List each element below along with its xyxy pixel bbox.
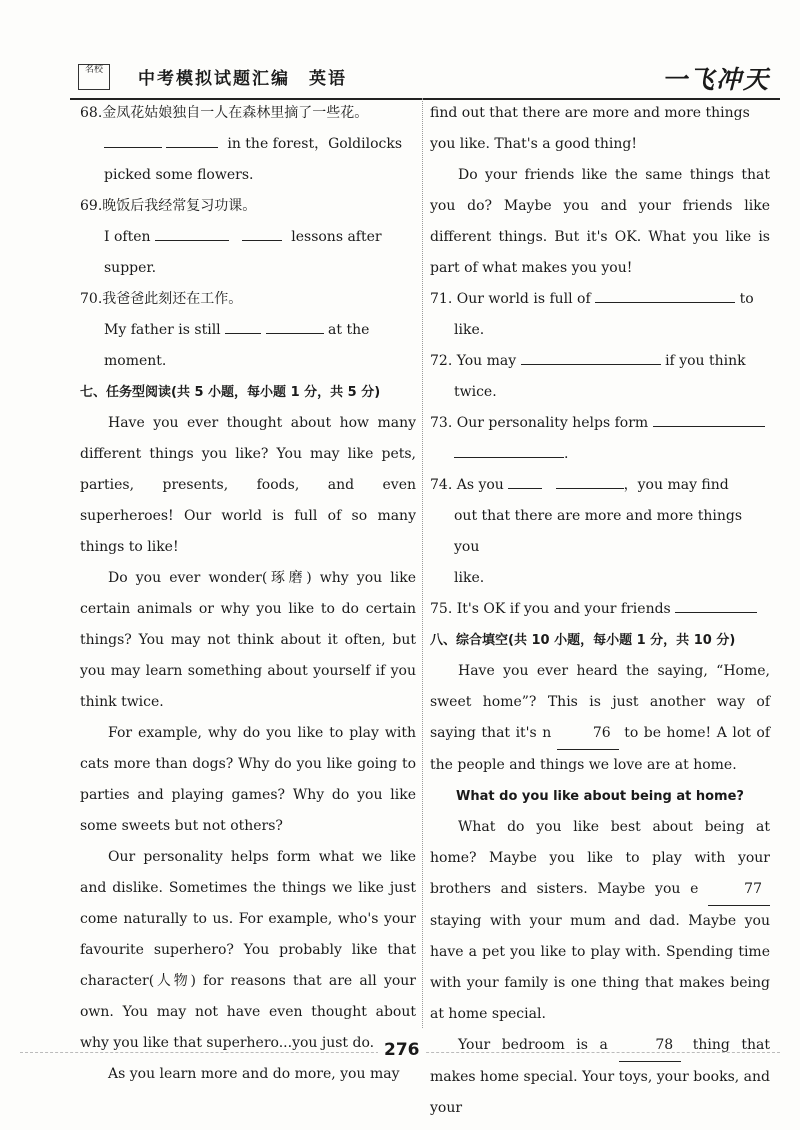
- q69-line2: supper.: [104, 260, 157, 276]
- q74-text-b: ，you may find: [623, 477, 729, 493]
- question-70: [80, 284, 416, 377]
- cloze-text: What do you like best about being at home? Maybe you like to play with your brothers and sisters. Maybe you e: [430, 819, 770, 897]
- question-71: [430, 284, 770, 346]
- right-column: [430, 98, 770, 1124]
- q75-line1: [430, 594, 770, 625]
- reading-paragraph-continued: find out that there are more and more things you like. That's a good thing!: [430, 105, 750, 152]
- q68-text: in the forest，Goldilocks: [227, 136, 403, 152]
- q74-line2: out that there are more and more things you: [454, 508, 743, 555]
- column-divider: [422, 98, 423, 1028]
- q69-text-b: lessons after: [291, 229, 382, 245]
- q72-blank[interactable]: [521, 346, 661, 365]
- book-title: 中考模拟试题汇编 英语: [138, 69, 347, 89]
- q73-blank-2[interactable]: [454, 439, 564, 458]
- question-74: [430, 470, 770, 594]
- blank-77[interactable]: 77: [708, 874, 770, 906]
- cloze-text: Have you ever heard the saying, “Home, sweet home”? This is just another way of saying that it's n: [430, 663, 770, 741]
- question-72: [430, 346, 770, 408]
- q68-line1: [80, 129, 416, 160]
- reading-paragraph: Do your friends like the same things that you do? Maybe you and your friends like different things. But it's OK. What you like is part of what makes you you!: [430, 167, 770, 276]
- q70-text-a: My father is still: [104, 322, 221, 338]
- brand-title: 一飞冲天: [661, 65, 770, 94]
- q69-chinese: 69.晚饭后我经常复习功课。: [80, 198, 257, 214]
- q75-blank[interactable]: [675, 594, 757, 613]
- left-column: [80, 98, 416, 1090]
- publisher-logo: 名校: [78, 64, 110, 90]
- q75-text: 75. It's OK if you and your friends: [430, 601, 671, 617]
- cloze-paragraph: [430, 1030, 770, 1124]
- q70-line2: moment.: [104, 353, 167, 369]
- reading-paragraph: Do you ever wonder(琢磨) why you like certain animals or why you like to do certain things? You may not think about it often, but you may learn something about yourself if you think twice.: [80, 570, 416, 710]
- blank-78[interactable]: 78: [619, 1030, 681, 1062]
- q73-period: .: [564, 446, 569, 462]
- q74-blank-2[interactable]: [556, 470, 624, 489]
- cloze-paragraph: [430, 656, 770, 781]
- cloze-subheading: What do you like about being at home?: [456, 789, 744, 804]
- q68-chinese: 68.金凤花姑娘独自一人在森林里摘了一些花。: [80, 105, 369, 121]
- cloze-paragraph: [430, 812, 770, 1030]
- blank-76[interactable]: 76: [557, 718, 619, 750]
- q69-blank-1[interactable]: [155, 222, 229, 241]
- q71-text-a: 71. Our world is full of: [430, 291, 591, 307]
- question-68: [80, 98, 416, 191]
- section-7-title: 七、任务型阅读(共 5 小题，每小题 1 分，共 5 分): [80, 385, 381, 400]
- q72-line1: [430, 346, 770, 377]
- q70-blank-2[interactable]: [266, 315, 324, 334]
- question-73: [430, 408, 770, 470]
- page-header: [70, 58, 780, 100]
- q69-line1: [80, 222, 416, 253]
- reading-paragraph: As you learn more and do more, you may: [108, 1066, 400, 1082]
- q74-text-a: 74. As you: [430, 477, 504, 493]
- reading-paragraph: For example, why do you like to play with cats more than dogs? Why do you like going to parties and playing games? Why do you like some sweets but not others?: [80, 725, 416, 834]
- q69-text-a: I often: [104, 229, 151, 245]
- page-number: 276: [378, 1040, 426, 1060]
- cloze-text: staying with your mum and dad. Maybe you have a pet you like to play with. Spending time with your family is one thing that makes being at home special.: [430, 913, 770, 1022]
- q71-line2: like.: [454, 322, 485, 338]
- q68-blank-2[interactable]: [166, 129, 218, 148]
- q72-text-a: 72. You may: [430, 353, 517, 369]
- q72-text-b: if you think: [665, 353, 746, 369]
- q70-chinese: 70.我爸爸此刻还在工作。: [80, 291, 243, 307]
- q70-line1: [80, 315, 416, 346]
- question-69: [80, 191, 416, 284]
- cloze-text: thing that makes home special. Your toys, your books, and your: [430, 1037, 771, 1116]
- q71-text-b: to: [739, 291, 754, 307]
- q69-blank-2[interactable]: [242, 222, 282, 241]
- q73-text: 73. Our personality helps form: [430, 415, 649, 431]
- q71-line1: [430, 284, 770, 315]
- cloze-text: Your bedroom is a: [458, 1037, 608, 1053]
- reading-paragraph: Our personality helps form what we like and dislike. Sometimes the things we like just come naturally to us. For example, who's your favourite superhero? You probably like that character(人物) for reasons that are all your own. You may not have even thought about why you like that superhero...you just do.: [80, 849, 416, 1051]
- q72-line2: twice.: [454, 384, 497, 400]
- q74-blank-1[interactable]: [508, 470, 542, 489]
- q70-text-b: at the: [328, 322, 370, 338]
- cloze-text: to be home! A lot of the people and things we love are at home.: [430, 725, 771, 773]
- q73-blank-1[interactable]: [653, 408, 765, 427]
- q74-line1: [430, 470, 770, 501]
- q68-line2: picked some flowers.: [104, 167, 254, 183]
- q68-blank-1[interactable]: [104, 129, 162, 148]
- q74-line3: like.: [454, 570, 485, 586]
- q71-blank[interactable]: [595, 284, 735, 303]
- section-8-title: 八、综合填空(共 10 小题，每小题 1 分，共 10 分): [430, 633, 736, 648]
- q73-line2: [430, 439, 770, 470]
- question-75: [430, 594, 770, 625]
- q73-line1: [430, 408, 770, 439]
- reading-paragraph: Have you ever thought about how many different things you like? You may like pets, parties, presents, foods, and even superheroes! Our world is full of so many things to like!: [80, 415, 416, 555]
- q70-blank-1[interactable]: [225, 315, 261, 334]
